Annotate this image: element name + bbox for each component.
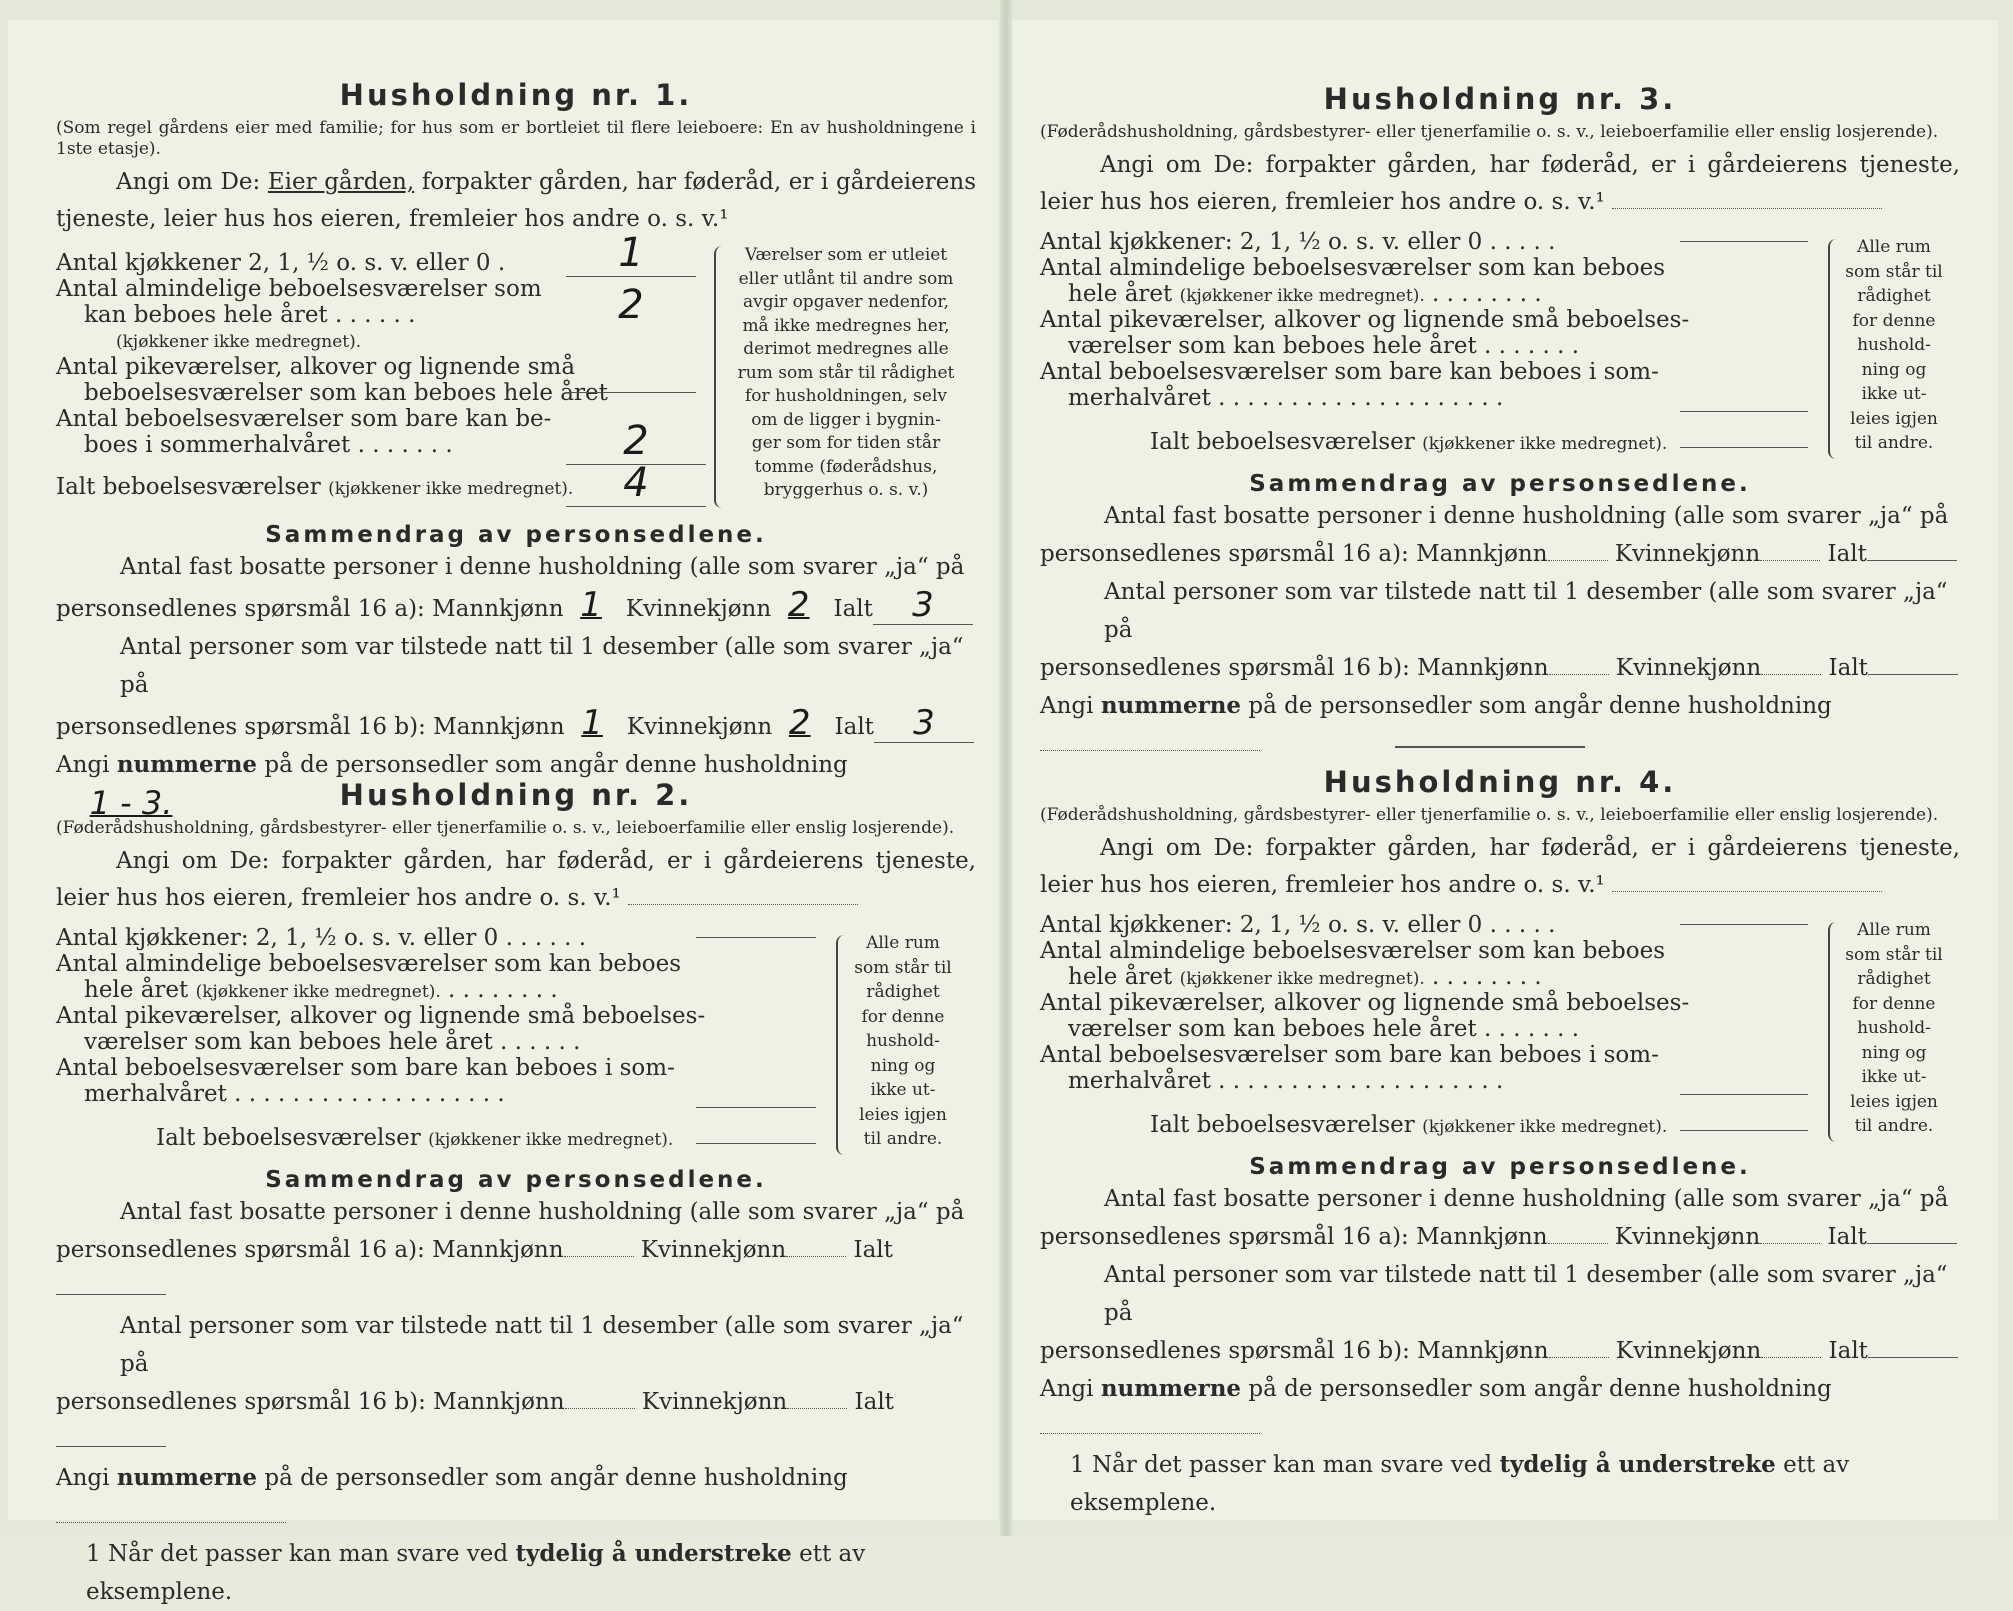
household-2-title: Husholdning nr. 2. [339,778,693,812]
sidenote-line: leies igjen [859,1104,947,1125]
household-1-sidenote [726,244,966,503]
kitchens-value: 1 [566,230,696,277]
household-3-title: Husholdning nr. 3. [1323,82,1677,116]
household-2-sidenote [848,931,958,1152]
household-1-note: (Som regel gårdens eier med familie; for hus som er bortleiet til flere leieboere: En av husholdningene i 1ste etasje). [56,118,976,159]
footnote-right: 1 Når det passer kan man svare ved tydelig å understreke ett av eksemplene. [1070,1451,1850,1516]
sidenote-line: rådighet [1857,969,1931,989]
summary-title: Sammendrag av personsedlene. [265,522,767,548]
kitchens-row: Antal kjøkkener 2, 1, ½ o. s. v. eller 0 . [56,250,506,276]
sidenote-line: eller utlånt til andre som [738,268,954,289]
total-rooms-row: Ialt beboelsesværelser (kjøkkener ikke medregnet). [56,474,574,500]
sidenote-line: Alle rum [1857,237,1931,257]
sidenote-line: som står til [1845,944,1943,965]
household-1 [56,78,976,826]
summer-rooms-value: 2 [566,418,706,465]
page-fold [1000,0,1012,1536]
household-1-rooms: Antal kjøkkener 2, 1, ½ o. s. v. eller 0 . Antal almindelige beboelsesværelser som kan beboes hele året . . . . . . (kjøkkener ikke medregnet). Antal pikeværelser, alkover og lignende små beboelsesværelser som kan beboes hele året Antal beboelsesværelser som bare kan be- boes i sommerhalvåret . . . . . . . Ialt beboelsesværelser (kjøkkener ikke medregnet). 1 2 2 4 Værelser som er utleiet eller utlånt til andre som avgir opgaver nedenfor, må ikke medregnes her, derimot medregnes alle rum som står til rådighet for husholdningen, selv om de ligger i bygnin- ger som for tiden står tomme (føderådshus, bryggerhus o. s. v.) [56,246,976,516]
sidenote-line: til andre. [1854,433,1934,453]
sidenote-line: til andre. [1854,1116,1934,1136]
sidenote-line: som står til [854,957,952,978]
household-3: Husholdning nr. 3. (Føderådshusholdning, gårdsbestyrer- eller tjenerfamilie o. s. v., leieboerfamilie eller enslig losjerende). Angi om De: forpakter gården, har føderåd, er i gårdeierens tjeneste, leier hus hos eieren, fremleier hos andre o. s. v.¹ Antal kjøkkener: 2, 1, ½ o. s. v. eller 0 . . . . . Antal almindelige beboelsesværelser som kan beboes hele året (kjøkkener ikke medregnet). . . . . . . . . Antal pikeværelser, alkover og lignende små beboelses- værelser som kan beboes hele året . . . . . . . Antal beboelsesværelser som bare kan beboes i som- merhalvåret . . . . . . . . . . . . . . . . . . . . Ialt beboelsesværelser (kjøkkener ikke medregnet). Alle rum som står til rådighet for denne hushold- ning og ikke ut- leies igjen til andre. Sammendrag av personsedlene. Antal fast bosatte personer i denne husholdning (alle som svarer „ja“ på personsedlenes spørsmål 16 a): Mannkjønn Kvinnekjønn Ialt Antal personer som var tilstede natt til 1 desember (alle som svarer „ja“ på personsedlenes spørsmål 16 b): Mannkjønn Kvinnekjønn Ialt Angi nummerne på de personsedler som angår denne husholdning [1040,82,1960,763]
sidenote-line: Alle rum [866,933,940,953]
sidenote-line: leies igjen [1850,408,1938,429]
sidenote-line: rådighet [866,982,940,1002]
sidenote-line: Alle rum [1857,920,1931,940]
total-rooms-value: 4 [566,460,706,507]
sidenote-line: må ikke medregnes her, [742,315,950,336]
household-4-title: Husholdning nr. 4. [1323,765,1677,799]
rooms-value: 2 [618,282,644,328]
sidenote-line: for husholdningen, selv [744,386,948,406]
sidenote-line: hushold- [866,1031,940,1051]
sidenote-line: rum som står til rådighet [737,362,955,383]
sidenote-line: for denne [1852,310,1936,331]
household-4: Husholdning nr. 4. (Føderådshusholdning, gårdsbestyrer- eller tjenerfamilie o. s. v., leieboerfamilie eller enslig losjerende). Angi om De: forpakter gården, har føderåd, er i gårdeierens tjeneste, leier hus hos eieren, fremleier hos andre o. s. v.¹ Antal kjøkkener: 2, 1, ½ o. s. v. eller 0 . . . . . Antal almindelige beboelsesværelser som kan beboes hele året (kjøkkener ikke medregnet). . . . . . . . . Antal pikeværelser, alkover og lignende små beboelses- værelser som kan beboes hele året . . . . . . . Antal beboelsesværelser som bare kan beboes i som- merhalvåret . . . . . . . . . . . . . . . . . . . . Ialt beboelsesværelser (kjøkkener ikke medregnet). Alle rum som står til rådighet for denne hushold- ning og ikke ut- leies igjen til andre. Sammendrag av personsedlene. Antal fast bosatte personer i denne husholdning (alle som svarer „ja“ på personsedlenes spørsmål 16 a): Mannkjønn Kvinnekjønn Ialt Antal personer som var tilstede natt til 1 desember (alle som svarer „ja“ på personsedlenes spørsmål 16 b): Mannkjønn Kvinnekjønn Ialt Angi nummerne på de personsedler som angår denne husholdning 1 Når det passer kan man svare ved tydelig å understreke ett av eksemplene. [1040,765,1960,1522]
sidenote-line: ikke ut- [1861,1067,1927,1087]
sidenote-line: ning og [870,1055,936,1076]
sidenote-line: hushold- [1857,335,1931,355]
household-3-sidenote [1840,235,1948,456]
answer-eier-garden: Eier gården, [267,169,415,195]
sidenote-line: avgir opgaver nedenfor, [742,292,949,312]
sidenote-line: Værelser som er utleiet [744,245,948,265]
sidenote-line: rådighet [1857,286,1931,306]
household-1-numbers: Angi nummerne på de personsedler som angår denne husholdning1 - 3. [56,751,848,822]
household-1-summary: Sammendrag av personsedlene. Antal fast bosatte personer i denne husholdning (alle som svarer „ja“ på personsedlenes spørsmål 16 a): Mannkjønn 1 Kvinnekjønn 2 Ialt 3 Antal personer som var tilstede natt til 1 desember (alle som svarer „ja“ på personsedlenes spørsmål 16 b): Mannkjønn 1 Kvinnekjønn 2 Ialt 3 Angi nummerne på de personsedler som angår denne husholdning1 - 3. [56,522,976,826]
separator-line [1395,746,1585,748]
maid-rooms-row: Antal pikeværelser, alkover og lignende små [56,354,576,380]
sidenote-line: ikke ut- [870,1080,936,1100]
sidenote-line: hushold- [1857,1018,1931,1038]
household-2: Husholdning nr. 2. (Føderådshusholdning, gårdsbestyrer- eller tjenerfamilie o. s. v., leieboerfamilie eller enslig losjerende). Angi om De: forpakter gården, har føderåd, er i gårdeierens tjeneste, leier hus hos eieren, fremleier hos andre o. s. v.¹ Antal kjøkkener: 2, 1, ½ o. s. v. eller 0 . . . . . . Antal almindelige beboelsesværelser som kan beboes hele året (kjøkkener ikke medregnet). . . . . . . . . Antal pikeværelser, alkover og lignende små beboelses- værelser som kan beboes hele året . . . . . . Antal beboelsesværelser som bare kan beboes i som- merhalvåret . . . . . . . . . . . . . . . . . . . Ialt beboelsesværelser (kjøkkener ikke medregnet). Alle rum som står til rådighet for denne hushold- ning og ikke ut- leies igjen til andre. Sammendrag av personsedlene. Antal fast bosatte personer i denne husholdning (alle som svarer „ja“ på personsedlenes spørsmål 16 a): Mannkjønn Kvinnekjønn Ialt Antal personer som var tilstede natt til 1 desember (alle som svarer „ja“ på personsedlenes spørsmål 16 b): Mannkjønn Kvinnekjønn Ialt Angi nummerne på de personsedler som angår denne husholdning 1 Når det passer kan man svare ved tydelig å understreke ett av eksemplene. [56,778,976,1611]
sidenote-line: til andre. [863,1129,943,1149]
household-1-angi: Angi om De: Eier gården, forpakter gården, har føderåd, er i gårdeierens tjeneste, leier hus hos eieren, fremleier hos andre o. s. v.¹ [56,169,976,232]
summer-rooms-row: Antal beboelsesværelser som bare kan be- [56,406,552,432]
footnote-left: 1 Når det passer kan man svare ved tydelig å understreke ett av eksemplene. [86,1540,866,1605]
sidenote-line: ikke ut- [1861,384,1927,404]
sidenote-line: om de ligger i bygnin- [751,409,941,430]
sidenote-line: for denne [861,1006,945,1027]
sidenote-line: bryggerhus o. s. v.) [763,480,929,500]
sidenote-line: leies igjen [1850,1091,1938,1112]
sidenote-line: derimot medregnes alle [743,339,949,359]
sidenote-line: som står til [1845,261,1943,282]
sidenote-line: ger som for tiden står [751,433,941,453]
sidenote-line: tomme (føderådshus, [754,456,938,477]
sidenote-line: for denne [1852,993,1936,1014]
household-4-sidenote [1840,918,1948,1139]
sidenote-line: ning og [1861,1042,1927,1063]
household-1-title: Husholdning nr. 1. [339,78,693,112]
sidenote-line: ning og [1861,359,1927,380]
rooms-row: Antal almindelige beboelsesværelser som [56,276,542,302]
